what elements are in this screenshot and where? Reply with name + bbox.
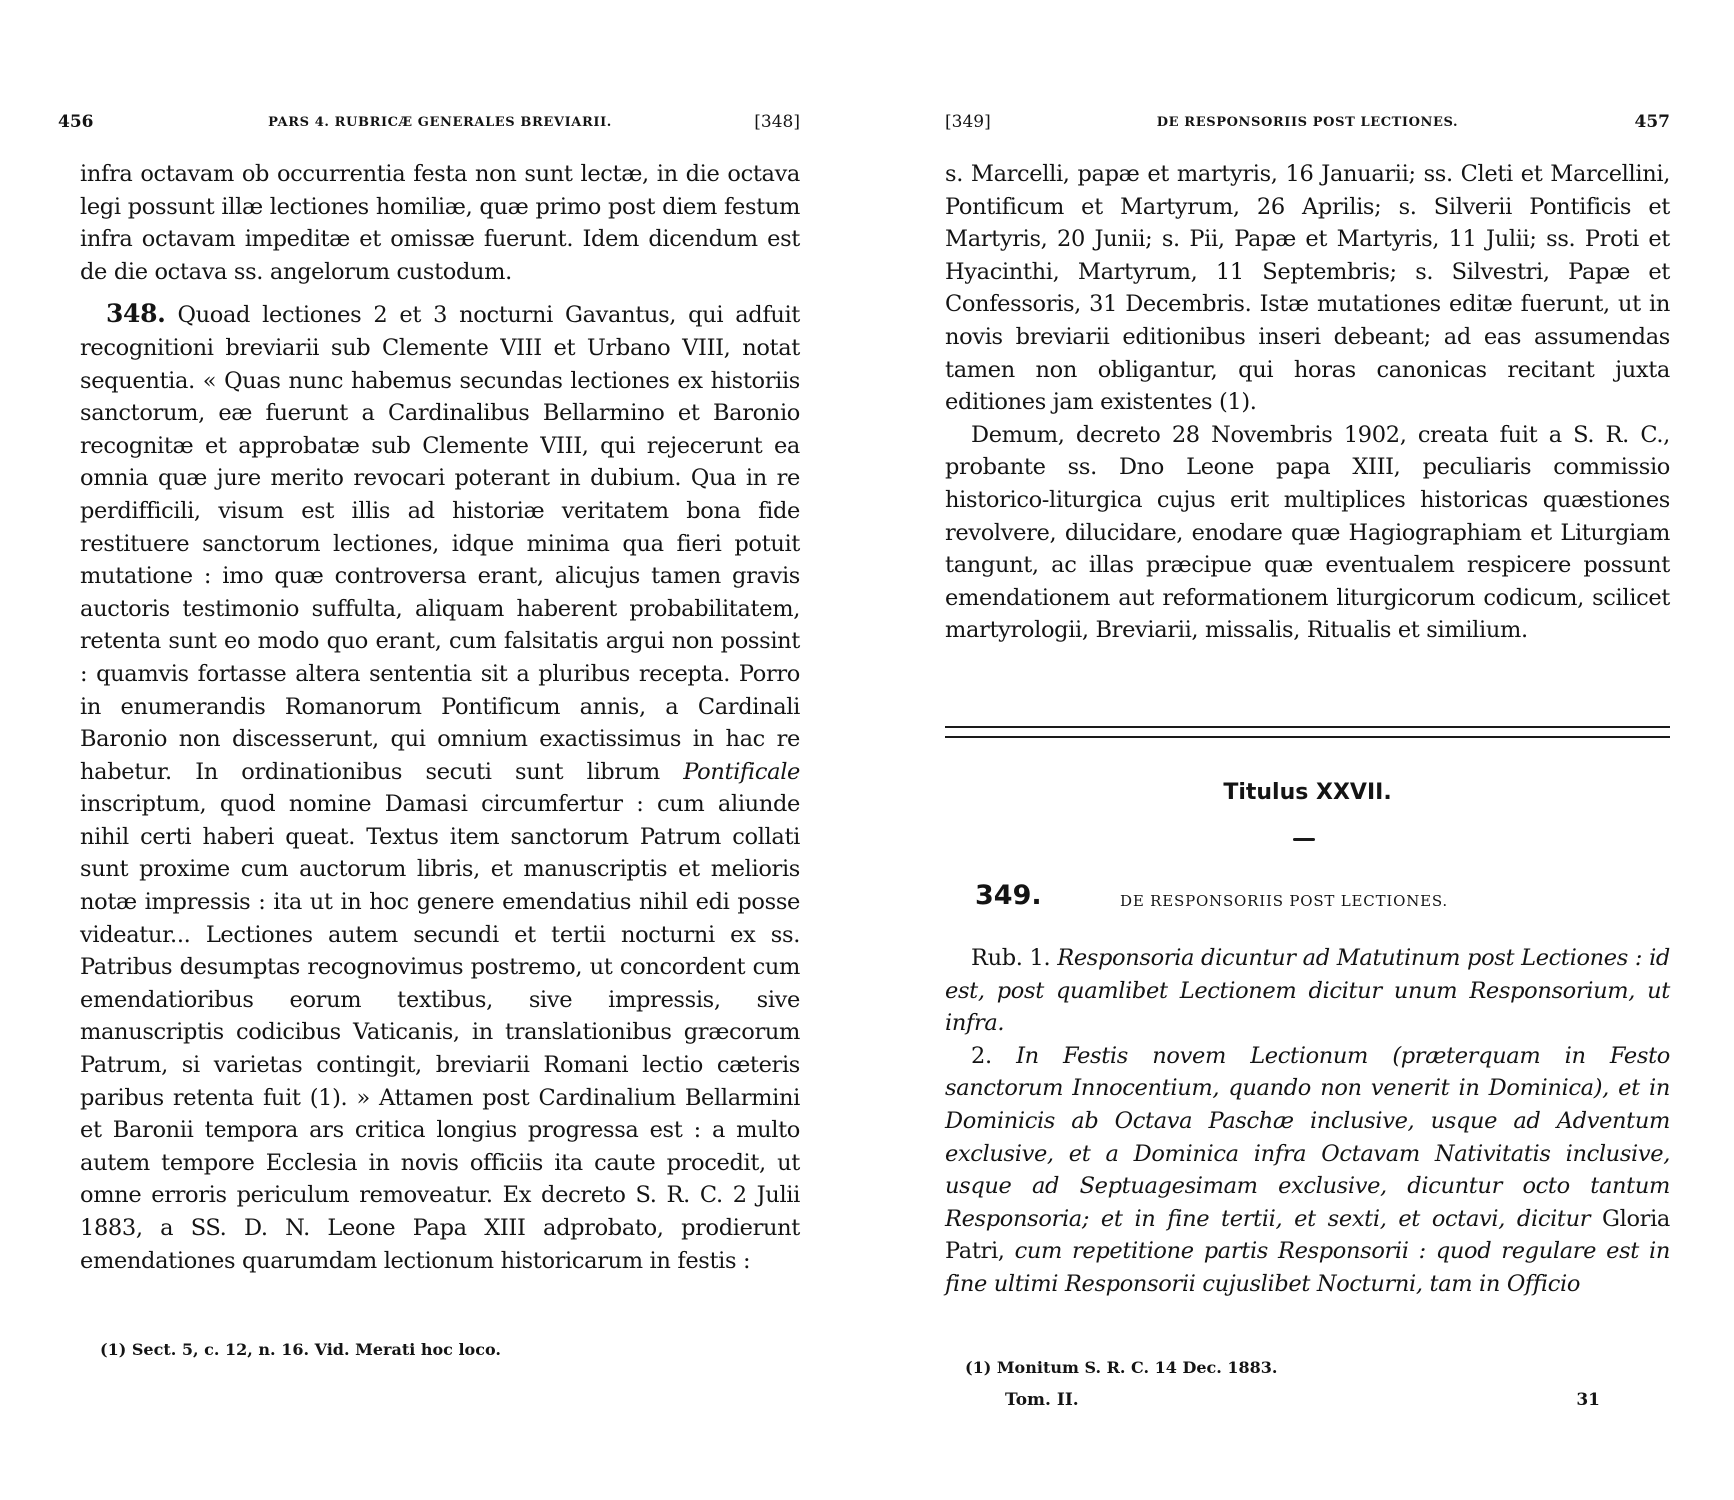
paragraph-text-continued: inscriptum, quod nomine Damasi circumfertur : cum aliunde nihil certi haberi queat. Textus item sanctorum Patrum collati sunt proxime cum auctorum libris, et manuscriptis et melioris notæ impressis : ita ut in hoc genere emendatius nihil edi posse videatur... Lectiones autem secundi et tertii nocturni ex ss. Patribus desumptas recognovimus postremo, ut concordent cum emendatioribus eorum textibus, sive impressis, sive manuscriptis codicibus Vaticanis, in translationibus græcorum Patrum, si varietas contingit, breviarii Romani lectio cæteris paribus retenta fuit (1). » Attamen post Cardinalium Bellarmini et Baronii tempora ars critica longius progressa est : a multo autem tempore Ecclesia in novis officiis ita caute procedit, ut omne erroris periculum removeatur. Ex decreto S. R. C. 2 Julii 1883, a SS. D. N. Leone Papa XIII adprobato, prodierunt emendationes quarumdam lectionum historicarum in festis : bbox=[80, 791, 800, 1274]
volume-signature: Tom. II. bbox=[1005, 1390, 1079, 1410]
rubric-text: Responsoria dicuntur ad Matutinum post Lectiones : id est, post quamlibet Lectionem dicitur unum Responsorium, ut infra. bbox=[945, 945, 1670, 1037]
rubric-roman-text: Gloria Patri, bbox=[945, 1205, 1670, 1265]
italic-title: Pontificale bbox=[683, 758, 800, 785]
rubric-label: Rub. 1. bbox=[971, 945, 1051, 971]
paragraph-text: Quoad lectiones 2 et 3 nocturni Gavantus, qui adfuit recognitioni breviarii sub Clemente VIII et Urbano VIII, notat sequentia. « Quas nunc habemus secundas lectiones ex historiis sanctorum, eæ fuerunt a Cardinalibus Bellarmino et Baronio recognitæ et approbatæ sub Clemente VIII, qui rejecerunt ea omnia quæ jure merito revocari poterant in dubium. Qua in re perdifficili, visum est illis ad historiæ veritatem bona fide restituere sanctorum lectiones, idque minima qua fieri potuit mutatione : imo quæ controversa erant, alicujus tamen gravis auctoris testimonio suffulta, aliquam haberent probabilitatem, retenta sunt eo modo quo erant, cum falsitatis argui non possint : quamvis fortasse altera sententia sit a pluribus recepta. Porro in enumerandis Romanorum Pontificum annis, a Cardinali Baronio non discesserunt, qui omnium exactissimus in hac re habetur. In ordinationibus secuti sunt librum bbox=[80, 302, 800, 785]
titulus-heading: Titulus XXVII. bbox=[1223, 780, 1392, 805]
paragraph: Demum, decreto 28 Novembris 1902, creata fuit a S. R. C., probante ss. Dno Leone papa XIII, peculiaris commissio historico-liturgica cujus erit multiplices historicas quæstiones revolvere, dilucidare, enodare quæ Hagiographiam et Liturgiam tangunt, ac illas præcipue quæ eventualem respicere possunt emendationem aut reformationem liturgicorum codicum, scilicet martyrologii, Breviarii, missalis, Ritualis et similium. bbox=[945, 421, 1670, 644]
section-heading bbox=[975, 880, 1670, 920]
left-body-text bbox=[80, 158, 800, 1277]
right-page-header bbox=[945, 112, 1670, 142]
running-title: PARS 4. RUBRICÆ GENERALES BREVIARII. bbox=[268, 115, 612, 130]
rubric-text-continued: cum repetitione partis Responsorii : quod regulare est in fine ultimi Responsorii cujuslibet Nocturni, tam in Officio bbox=[945, 1238, 1670, 1297]
left-page-header bbox=[58, 112, 800, 142]
running-title: DE RESPONSORIIS POST LECTIONES. bbox=[1156, 115, 1459, 130]
rubric-1 bbox=[945, 942, 1670, 1040]
footnote: (1) Sect. 5, c. 12, n. 16. Vid. Merati hoc loco. bbox=[100, 1340, 501, 1359]
double-rule-divider bbox=[945, 726, 1670, 738]
section-marker: [348] bbox=[754, 112, 800, 132]
paragraph-348 bbox=[80, 298, 800, 1277]
footnote: (1) Monitum S. R. C. 14 Dec. 1883. bbox=[965, 1358, 1278, 1377]
paragraph: s. Marcelli, papæ et martyris, 16 Januarii; ss. Cleti et Marcellini, Pontificum et Martyrum, 26 Aprilis; s. Silverii Pontificis et Martyris, 20 Junii; s. Pii, Papæ et Martyris, 11 Julii; ss. Proti et Hyacinthi, Martyrum, 11 Septembris; s. Silvestri, Papæ et Confessoris, 31 Decembris. Istæ mutationes editæ fuerunt, ut in novis breviarii editionibus inseri debeant; ad eas assumendas tamen non obligantur, qui horas canonicas recitant juxta editiones jam existentes (1). bbox=[945, 161, 1670, 416]
paragraph-number: 348. bbox=[106, 299, 166, 329]
ornament-dash bbox=[1293, 838, 1315, 841]
page-number: 457 bbox=[1634, 112, 1670, 132]
page-number: 456 bbox=[58, 112, 94, 132]
gathering-number: 31 bbox=[1576, 1390, 1600, 1410]
rubrics-text bbox=[945, 942, 1670, 1301]
rubric-label: 2. bbox=[971, 1042, 992, 1069]
rubric-2 bbox=[945, 1040, 1670, 1301]
right-body-text bbox=[945, 158, 1670, 647]
paragraph: infra octavam ob occurrentia festa non sunt lectæ, in die octava legi possunt illæ lectiones homiliæ, quæ primo post diem festum infra octavam impeditæ et omissæ fuerunt. Idem dicendum est de die octava ss. angelorum custodum. bbox=[80, 161, 800, 285]
rubric-text: In Festis novem Lectionum (præterquam in Festo sanctorum Innocentium, quando non venerit in Dominica), et in Dominicis ab Octava Paschæ inclusive, usque ad Adventum exclusive, et a Dominica infra Octavam Nativitatis inclusive, usque ad Septuagesimam exclusive, dicuntur octo tantum Responsoria; et in fine tertii, et sexti, et octavi, dicitur bbox=[945, 1042, 1670, 1232]
section-number: 349. bbox=[975, 880, 1042, 911]
signature-line bbox=[1005, 1390, 1670, 1416]
section-title: DE RESPONSORIIS POST LECTIONES. bbox=[1120, 892, 1448, 910]
section-marker: [349] bbox=[945, 112, 991, 132]
